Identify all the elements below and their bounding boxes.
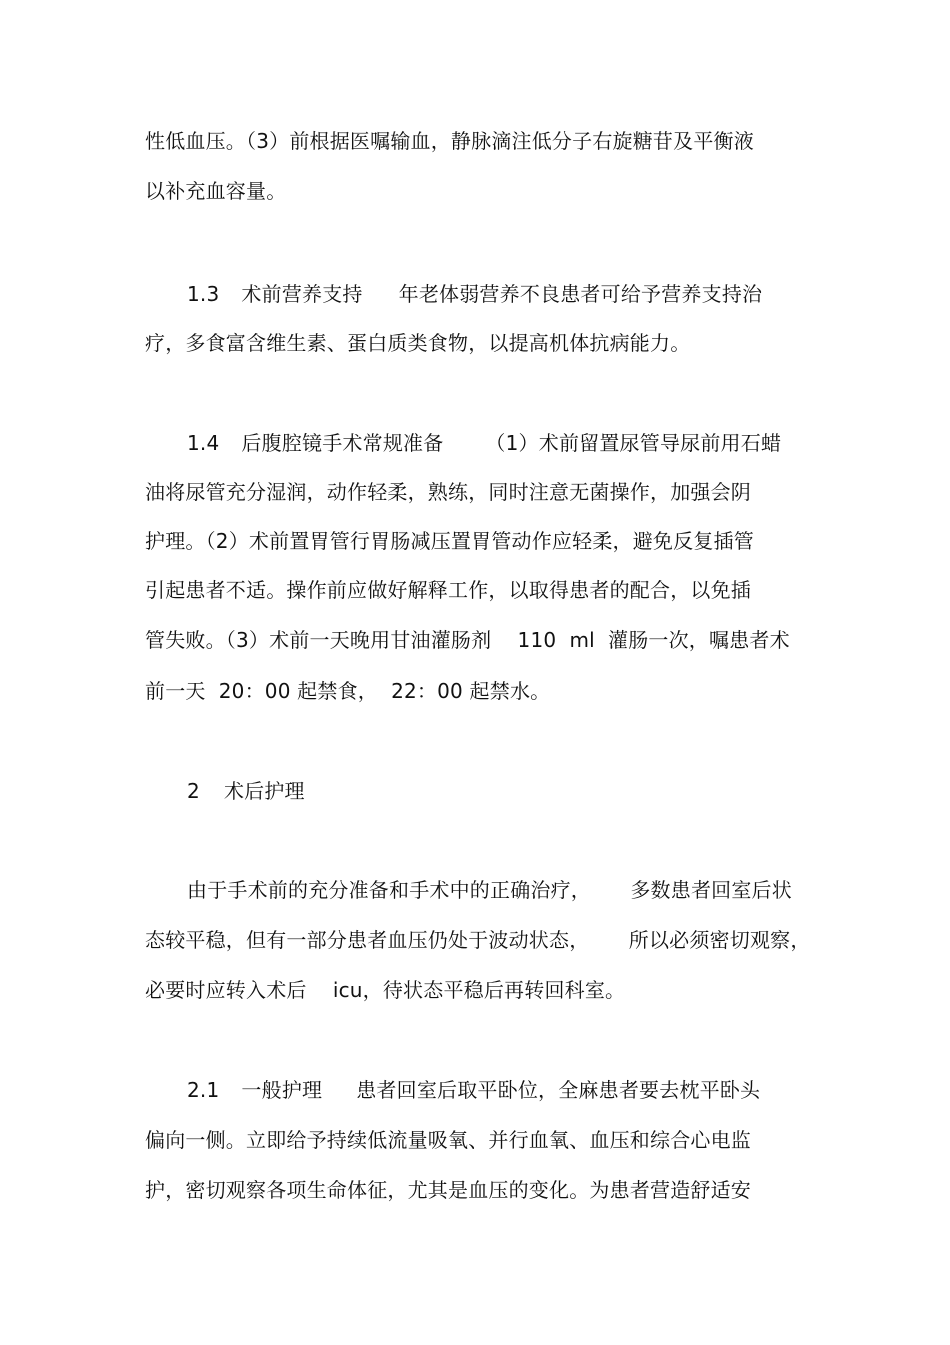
section-heading-2-1 [187,1075,760,1105]
section-number: 1.3 [187,282,220,306]
section-number: 1.4 [187,431,220,455]
section-heading-2 [187,776,305,806]
section-title: 术前营养支持 [241,282,363,306]
section-title: 术后护理 [223,779,305,803]
section-number: 2.1 [187,1078,220,1102]
section-number: 2 [187,779,200,803]
section-heading-1-4 [187,428,781,458]
body-line: 疗，多食富含维生素、蛋白质类食物，以提高机体抗病能力。 [145,331,691,355]
section-text: 患者回室后取平卧位，全麻患者要去枕平卧头 [356,1078,761,1102]
section-text: 年老体弱营养不良患者可给予营养支持治 [398,282,763,306]
body-line: 必要时应转入术后 icu，待状态平稳后再转回科室。 [145,978,626,1002]
body-line: 以补充血容量。 [145,179,287,203]
section-text: （1）术前留置尿管导尿前用石蜡 [485,431,782,455]
body-line: 护，密切观察各项生命体征，尤其是血压的变化。为患者营造舒适安 [145,1178,751,1202]
body-line: 态较平稳，但有一部分患者血压仍处于波动状态， 所以必须密切观察， [145,928,811,952]
body-line: 护理。（2）术前置胃管行胃肠减压置胃管动作应轻柔，避免反复插管 [145,529,754,553]
body-line: 性低血压。（3）前根据医嘱输血，静脉滴注低分子右旋糖苷及平衡液 [145,129,754,153]
section-heading-1-3 [187,279,762,309]
section-title: 一般护理 [241,1078,323,1102]
body-line: 引起患者不适。操作前应做好解释工作，以取得患者的配合，以免插 [145,578,751,602]
section-title: 后腹腔镜手术常规准备 [241,431,444,455]
body-line: 前一天 20：00 起禁食， 22：00 起禁水。 [145,679,551,703]
body-line: 管失败。（3）术前一天晚用甘油灌肠剂 110 ml 灌肠一次，嘱患者术 [145,628,790,652]
body-line: 偏向一侧。立即给予持续低流量吸氧、并行血氧、血压和综合心电监 [145,1128,751,1152]
body-line: 由于手术前的充分准备和手术中的正确治疗， 多数患者回室后状 [187,878,792,902]
body-line: 油将尿管充分湿润，动作轻柔，熟练，同时注意无菌操作，加强会阴 [145,480,751,504]
